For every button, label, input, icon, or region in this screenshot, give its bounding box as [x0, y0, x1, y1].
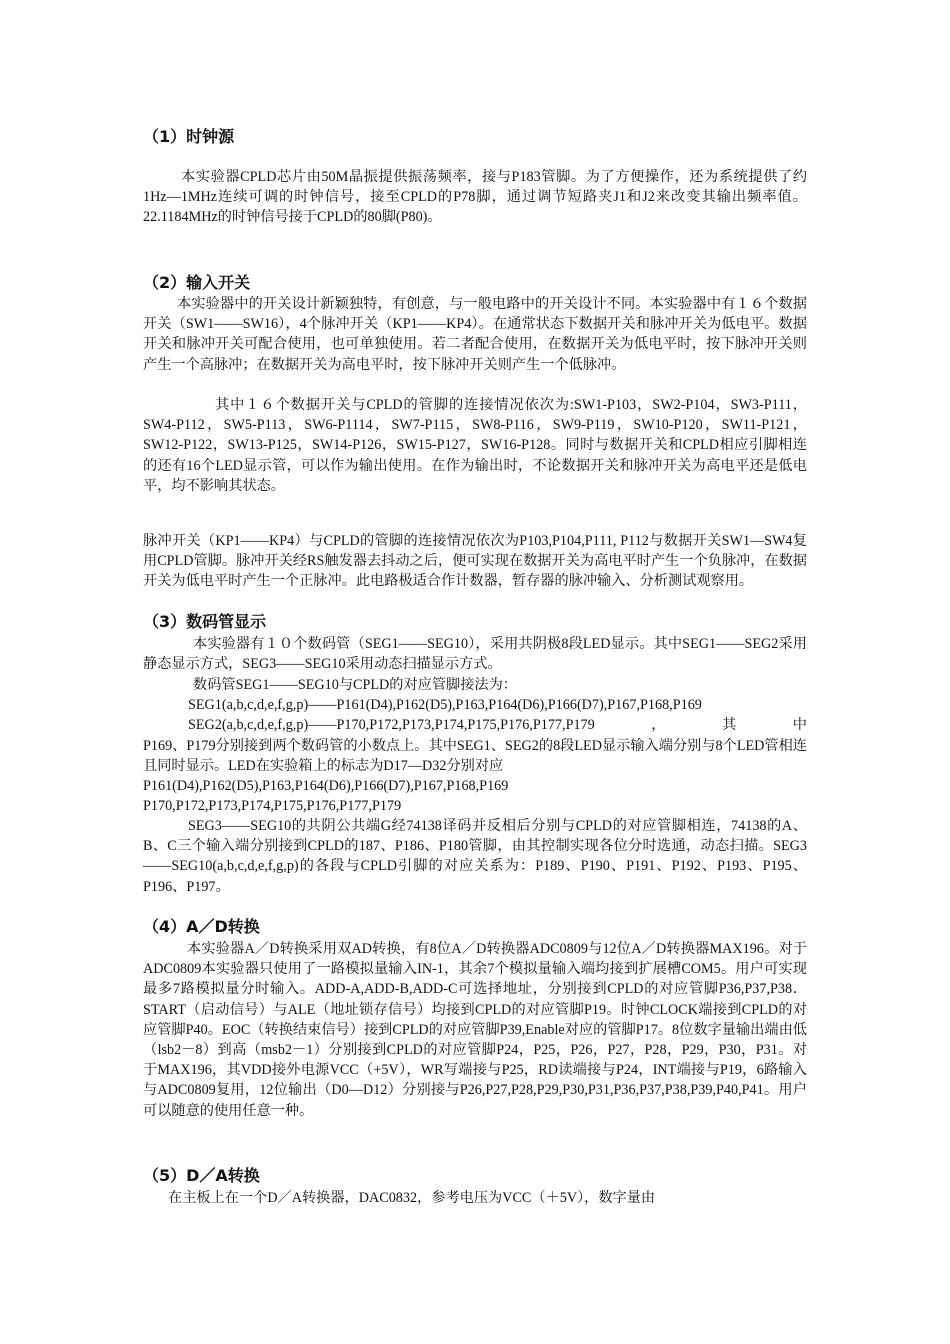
section-1-heading: （1）时钟源 — [143, 127, 235, 146]
section-4-heading: （4）A／D转换 — [143, 917, 260, 936]
section-5-paragraph: 在主板上在一个D／A转换器，DAC0832，参考电压为VCC（＋5V），数字量由 — [168, 1190, 656, 1206]
led-mapping-line-1: P161(D4),P162(D5),P163,P164(D6),P166(D7),P167,P168,P169 — [143, 778, 509, 794]
section-3-paragraph-2: 数码管SEG1——SEG10与CPLD的对应管脚接法为： — [193, 677, 517, 693]
section-2-paragraph-2: 其中１６个数据开关与CPLD的管脚的连接情况依次为:SW1-P103，SW2-P104，SW3-P111，SW4-P112，SW5-P113，SW6-P1114，SW7-P115，SW8-P116，SW9-P119，SW10-P120，SW11-P121，SW12-P122，SW13-P125，SW14-P126，SW15-P127，SW16-P128。同时与数据开关和CPLD相应引脚相连的还有16个LED显示管，可以作为输出使用。在作为输出时，不论数据开关和脉冲开关为高电平还是低电平，均不影响其状态。 — [143, 397, 807, 494]
seg1-pin-mapping: SEG1(a,b,c,d,e,f,g,p)——P161(D4),P162(D5),P163,P164(D6),P166(D7),P167,P168,P169 — [188, 697, 702, 713]
section-5-heading: （5）D／A转换 — [143, 1166, 260, 1185]
section-3-paragraph-4: SEG3——SEG10的共阴公共端G经74138译码并反相后分别与CPLD的对应管脚相连，74138的A、B、C三个输入端分别接到CPLD的187、P186、P180管脚，由其控制实现各位分时选通，动态扫描。SEG3——SEG10(a,b,c,d,e,f,g,p)的各段与CPLD引脚的对应关系为：P189、P190、P191、P192、P193、P195、P196、P197。 — [143, 818, 807, 895]
section-3-paragraph-3: P169、P179分别接到两个数码管的小数点上。其中SEG1、SEG2的8段LED显示输入端分别与8个LED管相连且同时显示。LED在实验箱上的标志为D17—D32分别对应 — [143, 738, 807, 775]
section-4-paragraph: 本实验器A／D转换采用双AD转换，有8位A／D转换器ADC0809与12位A／D转换器MAX196。对于ADC0809本实验器只使用了一路模拟量输入IN-1，其余7个模拟量输入端均接到扩展槽COM5。用户可实现最多7路模拟量分时输入。ADD-A,ADD-B,ADD-C可选择地址，分别接到CPLD的对应管脚P36,P37,P38．START（启动信号）与ALE（地址锁存信号）均接到CPLD的对应管脚P19。时钟CLOCK端接到CPLD的对应管脚P40。EOC（转换结束信号）接到CPLD的对应管脚P39,Enable对应的管脚P17。8位数字量输出端由低（lsb2－8）到高（msb2－1）分别接到CPLD的对应管脚P24，P25，P26，P27，P28，P29，P30，P31。对于MAX196，其VDD接外电源VCC（+5V），WR写端接与P25，RD读端接与P24，INT端接与P19，6路输入与ADC0809复用，12位输出（D0—D12）分别接与P26,P27,P28,P29,P30,P31,P36,P37,P38,P39,P40,P41。用户可以随意的使用任意一种。 — [143, 941, 807, 1119]
section-3-paragraph-1: 本实验器有１０个数码管（SEG1——SEG10），采用共阴极8段LED显示。其中SEG1——SEG2采用静态显示方式，SEG3——SEG10采用动态扫描显示方式。 — [143, 636, 807, 673]
seg2-pin-mapping: SEG2(a,b,c,d,e,f,g,p)——P170,P172,P173,P174,P175,P176,P177,P179 ， 其 中 — [188, 717, 807, 733]
section-3-heading: （3）数码管显示 — [143, 612, 267, 631]
led-mapping-line-2: P170,P172,P173,P174,P175,P176,P177,P179 — [143, 798, 402, 814]
section-1-paragraph: 本实验器CPLD芯片由50M晶振提供振荡频率，接与P183管脚。为了方便操作，还为系统提供了约1Hz—1MHz连续可调的时钟信号，接至CPLD的P78脚，通过调节短路夹J1和J2来改变其输出频率值。22.1184MHz的时钟信号接于CPLD的80脚(P80)。 — [143, 169, 807, 226]
section-2-paragraph-1: 本实验器中的开关设计新颖独特，有创意，与一般电路中的开关设计不同。本实验器中有１６个数据开关（SW1——SW16），4个脉冲开关（KP1——KP4）。在通常状态下数据开关和脉冲开关为低电平。数据开关和脉冲开关可配合使用，也可单独使用。若二者配合使用，在数据开关为低电平时，按下脉冲开关则产生一个高脉冲；在数据开关为高电平时，按下脉冲开关则产生一个低脉冲。 — [143, 296, 807, 373]
section-2-paragraph-3: 脉冲开关（KP1——KP4）与CPLD的管脚的连接情况依次为P103,P104,P111, P112与数据开关SW1—SW4复用CPLD管脚。脉冲开关经RS触发器去抖动之后，便可实现在数据开关为高电平时产生一个负脉冲，在数据开关为低电平时产生一个正脉冲。此电路极适合作计数器，暂存器的脉冲输入、分析测试观察用。 — [143, 533, 807, 590]
section-2-heading: （2）输入开关 — [143, 273, 251, 292]
